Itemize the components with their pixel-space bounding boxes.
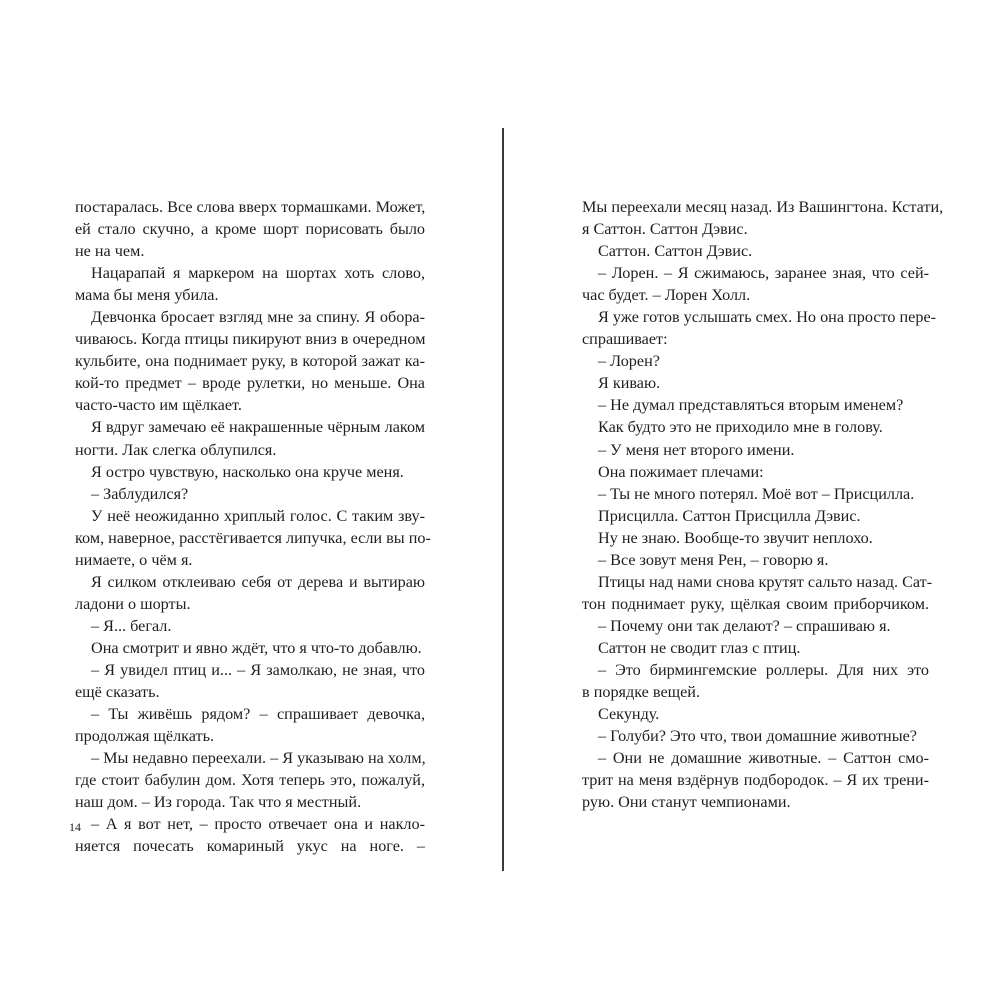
text-line: Нацарапай я маркером на шортах хоть слово, [91,264,425,283]
text-line: кой-то предмет – вроде рулетки, но меньше. Она [75,374,425,393]
text-line: Присцилла. Саттон Присцилла Дэвис. [598,506,861,525]
text-line: – А я вот нет, – просто отвечает она и накло- [91,815,425,834]
text-line: Ну не знаю. Вообще-то звучит неплохо. [598,528,873,547]
text-line: часто-часто им щёлкает. [75,396,242,415]
text-line: – Лорен? [598,352,660,371]
text-line: – Лорен. – Я сжимаюсь, заранее зная, что сей- [598,264,929,283]
text-line: – Не думал представляться вторым именем? [598,396,904,415]
text-line: Саттон. Саттон Дэвис. [598,242,753,261]
text-line: ком, наверное, расстёгивается липучка, если вы по- [75,528,431,547]
text-line: У неё неожиданно хриплый голос. С таким зву- [91,506,425,525]
text-line: спрашивает: [582,330,668,349]
text-line: – У меня нет второго имени. [598,440,795,459]
text-line: – Ты не много потерял. Моё вот – Присцилла. [598,484,915,503]
text-line: тон поднимает руку, щёлкая своим приборчиком. [582,594,929,613]
text-line: ногти. Лак слегка облупился. [75,440,277,459]
text-line: Саттон не сводит глаз с птиц. [598,638,801,657]
text-line: – Заблудился? [91,484,189,503]
text-line: час будет. – Лорен Холл. [582,286,751,305]
text-line: где стоит бабулин дом. Хотя теперь это, пожалуй, [75,771,425,790]
text-line: рую. Они станут чемпионами. [582,793,791,812]
text-line: – Почему они так делают? – спрашиваю я. [598,616,891,635]
text-line: – Это бирмингемские роллеры. Для них это [598,660,929,679]
text-line: ей стало скучно, а кроме шорт порисовать было [75,220,425,239]
text-line: Птицы над нами снова крутят сальто назад. Сат- [598,572,933,591]
text-line: Я остро чувствую, насколько она круче меня. [91,462,404,481]
text-line: – Я... бегал. [91,616,172,635]
text-line: няется почесать комариный укус на ноге. – [75,837,425,856]
text-line: трит на меня вздёрнув подбородок. – Я их трени- [582,771,929,790]
text-line: Я уже готов услышать смех. Но она просто пере- [598,308,937,327]
text-line: – Я увидел птиц и... – Я замолкаю, не зная, что [91,660,425,679]
text-line: я Саттон. Саттон Дэвис. [582,220,748,239]
text-line: мама бы меня убила. [75,286,219,305]
text-line: ладони о шорты. [75,594,191,613]
text-line: чиваюсь. Когда птицы пикируют вниз в очередном [75,330,426,349]
text-line: Я киваю. [598,374,661,393]
text-line: Я вдруг замечаю её накрашенные чёрным лаком [91,418,425,437]
text-line: не на чем. [75,242,145,261]
text-line: Как будто это не приходило мне в голову. [598,418,883,437]
text-line: ещё сказать. [75,683,160,702]
text-line: – Голуби? Это что, твои домашние животные? [598,727,917,746]
text-line: Она смотрит и явно ждёт, что я что-то добавлю. [91,638,422,657]
text-line: в порядке вещей. [582,683,701,702]
text-line: кульбите, она поднимает руку, в которой зажат ка- [75,352,425,371]
text-line: Секунду. [598,705,660,724]
text-line: – Ты живёшь рядом? – спрашивает девочка, [91,705,425,724]
text-line: Я силком отклеиваю себя от дерева и вытираю [91,572,425,591]
page-gutter-divider [502,128,504,871]
text-line: продолжая щёлкать. [75,727,215,746]
text-line: постаралась. Все слова вверх тормашками. Может, [75,198,426,216]
text-line: – Мы недавно переехали. – Я указываю на холм, [91,749,426,768]
text-line: нимаете, о чём я. [75,550,193,569]
left-page-text [75,196,431,857]
text-line: Она пожимает плечами: [598,462,764,481]
text-line: – Все зовут меня Рен, – говорю я. [598,550,829,569]
right-page-text [582,196,944,813]
text-line: наш дом. – Из города. Так что я местный. [75,793,362,812]
text-line: Девчонка бросает взгляд мне за спину. Я обора- [91,308,425,327]
text-line: Мы переехали месяц назад. Из Вашингтона. Кстати, [582,198,944,216]
text-line: – Они не домашние животные. – Саттон смо- [598,749,929,768]
page-number: 14 [69,820,81,834]
